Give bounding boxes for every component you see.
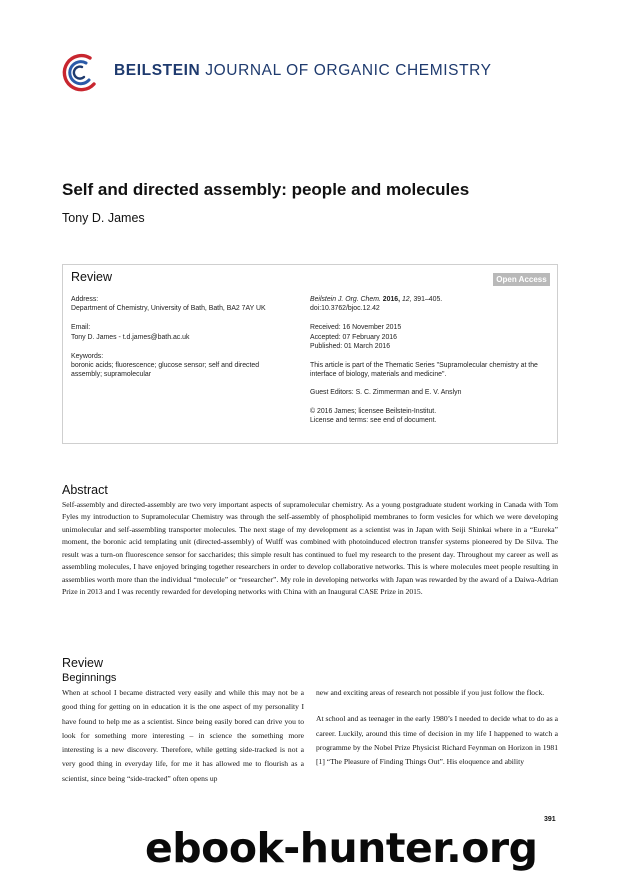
article-title: Self and directed assembly: people and molecules [62,180,470,199]
review-heading: Review [62,656,103,670]
published-date: Published: 01 March 2016 [310,342,391,350]
citation-journal: Beilstein J. Org. Chem. [310,296,381,303]
abstract-body: Self-assembly and directed-assembly are two very important aspects of supramolecular chemistry. As a young postgraduate student working in Canada with Tom Fyles my introduction to Supramolecular Chemistry was through the self-assembly of phospholipid membranes to form vesicles for which we were developing unimolecular and self-assembling transporter molecules. The next stage of my development as a scientist was in Japan with Seiji Shinkai where in a “Eureka” moment, the boronic acid templating unit (directed-assembly) of Wulff was combined with photoinduced electron transfer systems pioneered by De Silva. The result was a turn-on fluorescence sensor for saccharides; this simple result has continued to fuel my research to the present day. Throughout my career as well as assembling molecules, I have enjoyed bringing together researchers in order to develop collaborative networks. This is where molecules meet people resulting in assemblies worth more than the individual “molecule” or “researcher”. My role in developing networks with Japan was rewarded by the award of a Daiwa-Adrian Prize in 2013 and I was recently rewarded for developing networks with China with an Inaugural CASE Prize in 2015. [62,500,558,597]
copyright: © 2016 James; licensee Beilstein-Institut. [310,407,437,415]
article-author: Tony D. James [62,211,145,225]
keywords-label: Keywords: [71,352,104,360]
watermark: ebook-hunter.org [145,824,538,872]
citation-year: 2016, [380,296,401,303]
beilstein-logo-icon [60,52,104,92]
email-label: Email: [71,324,91,332]
body-paragraph: At school and as teenager in the early 1980’s I needed to decide what to do as a career. Luckily, around this time of decision in my life I happened to watch a programme by the Nobel Prize Physicist Richard Feynman on Horizon in 1981 [1] “The Pleasure of Finding Things Out”. His eloquence and ability [316,714,558,767]
body-paragraph: new and exciting areas of research not possible if you just follow the flock. [316,688,545,697]
page-number: 391 [544,816,556,823]
address-value: Department of Chemistry, University of Bath, Bath, BA2 7AY UK [71,305,266,313]
doi-link[interactable]: doi:10.3762/bjoc.12.42 [310,305,380,313]
thematic-series: This article is part of the Thematic Series "Supramolecular chemistry at the interface of biology, materials and medicine". [310,362,538,379]
info-box-heading: Review [71,270,112,284]
body-column-left [62,686,304,786]
abstract-heading: Abstract [62,483,108,497]
received-date: Received: 16 November 2015 [310,324,402,332]
accepted-date: Accepted: 07 February 2016 [310,333,397,341]
journal-name-rest: JOURNAL OF ORGANIC CHEMISTRY [200,62,492,79]
open-access-badge: Open Access [493,273,550,286]
citation-pages: 391–405. [411,296,443,303]
address-label: Address: [71,296,99,303]
citation [310,295,555,304]
info-left-column [71,295,291,379]
citation-volume: 12, [400,296,412,303]
beginnings-subheading: Beginnings [62,672,117,684]
keywords-value: boronic acids; fluorescence; glucose sensor; self and directed assembly; supramolecular [71,362,260,379]
info-right-column [310,295,555,425]
journal-name-bold: BEILSTEIN [114,62,201,79]
journal-name [114,62,492,80]
guest-editors: Guest Editors: S. C. Zimmerman and E. V. Anslyn [310,389,462,397]
body-paragraph: When at school I became distracted very easily and while this may not be a good thing for getting on in education it is the one aspect of my personality I have found to help me as a scientist. Since being easily bored can drive you to look for something more interesting – in science the something more interesting is a new discovery. Therefore, while getting side-tracked is not a very good thing in everyday life, for me it has allowed me to flourish as a scientist, since being “side-tracked” often opens up [62,688,304,783]
email-value[interactable]: Tony D. James - t.d.james@bath.ac.uk [71,333,190,341]
license: License and terms: see end of document. [310,416,437,424]
body-column-right [316,686,558,769]
